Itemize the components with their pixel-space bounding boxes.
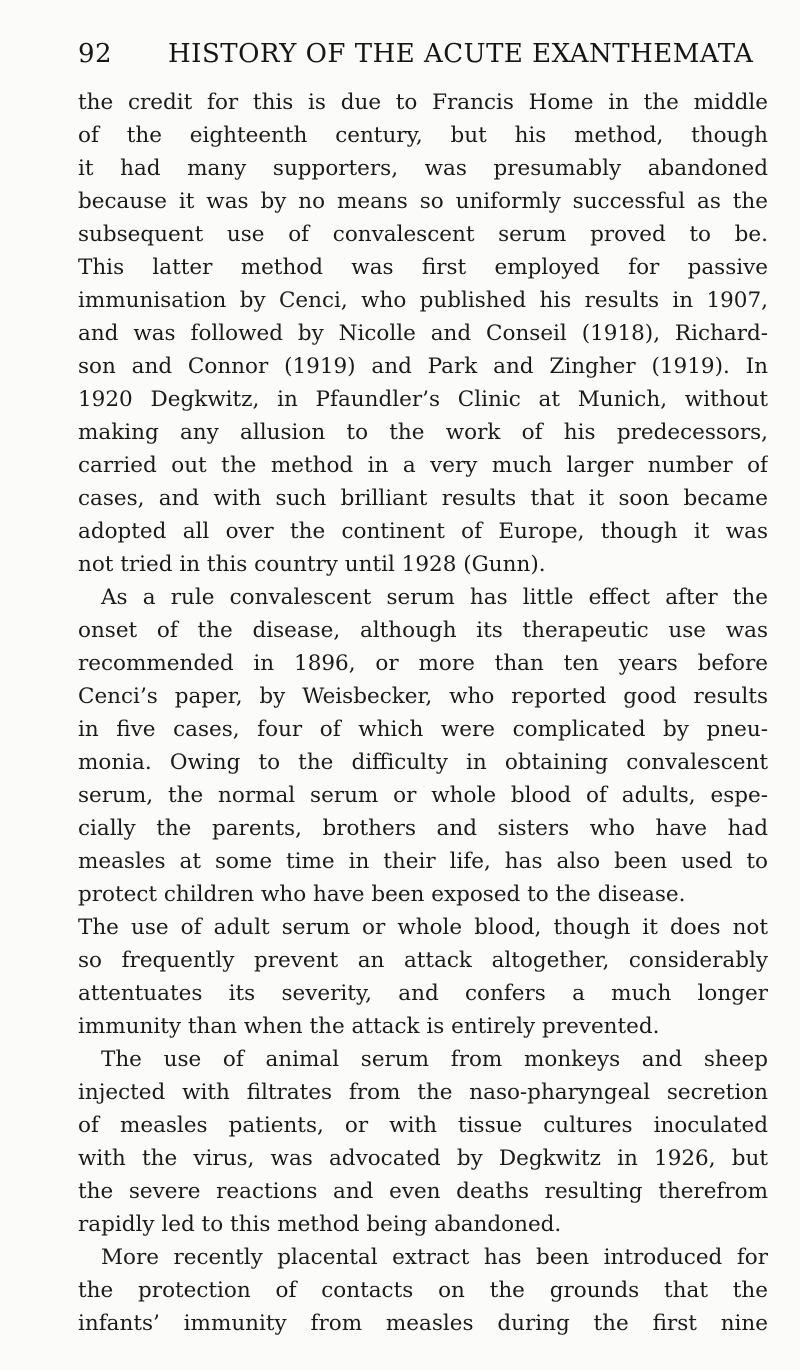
page-number: 92 xyxy=(78,39,113,69)
text-line: rapidly led to this method being abandoned. xyxy=(78,1212,562,1237)
text-line: The use of adult serum or whole blood, though it does not xyxy=(78,915,768,940)
text-line: the protection of contacts on the grounds that the xyxy=(78,1278,768,1303)
page-header xyxy=(78,34,766,74)
text-line: cases, and with such brilliant results that it soon became xyxy=(78,486,768,511)
text-line: adopted all over the continent of Europe, though it was xyxy=(78,519,768,544)
text-line: of the eighteenth century, but his method, though xyxy=(78,123,768,148)
text-line: protect children who have been exposed to the disease. xyxy=(78,882,686,907)
text-line: Cenci’s paper, by Weisbecker, who reported good results xyxy=(78,684,768,709)
text-line: son and Connor (1919) and Park and Zingher (1919). In xyxy=(78,354,768,379)
text-line: so frequently prevent an attack altogether, considerably xyxy=(78,948,768,973)
text-line: the credit for this is due to Francis Home in the middle xyxy=(78,90,768,115)
paragraph-start-line: As a rule convalescent serum has little effect after the xyxy=(101,585,768,610)
running-title: HISTORY OF THE ACUTE EXANTHEMATA xyxy=(168,39,754,69)
text-line: serum, the normal serum or whole blood of adults, espe- xyxy=(78,783,768,808)
text-line: 1920 Degkwitz, in Pfaundler’s Clinic at Munich, without xyxy=(78,387,768,412)
text-line: recommended in 1896, or more than ten years before xyxy=(78,651,768,676)
body-text xyxy=(78,86,768,1340)
text-line: infants’ immunity from measles during the first nine xyxy=(78,1311,768,1336)
text-line: the severe reactions and even deaths resulting therefrom xyxy=(78,1179,768,1204)
text-line: immunity than when the attack is entirely prevented. xyxy=(78,1014,660,1039)
text-line: making any allusion to the work of his predecessors, xyxy=(78,420,768,445)
text-line: This latter method was first employed for passive xyxy=(78,255,768,280)
text-line: not tried in this country until 1928 (Gunn). xyxy=(78,552,546,577)
text-line: it had many supporters, was presumably abandoned xyxy=(78,156,768,181)
text-line: subsequent use of convalescent serum proved to be. xyxy=(78,222,768,247)
text-line: immunisation by Cenci, who published his results in 1907, xyxy=(78,288,768,313)
text-line: cially the parents, brothers and sisters who have had xyxy=(78,816,768,841)
text-line: in five cases, four of which were complicated by pneu- xyxy=(78,717,768,742)
text-line: and was followed by Nicolle and Conseil (1918), Richard- xyxy=(78,321,768,346)
text-line: with the virus, was advocated by Degkwitz in 1926, but xyxy=(78,1146,768,1171)
text-line: carried out the method in a very much larger number of xyxy=(78,453,768,478)
text-line: monia. Owing to the difficulty in obtaining convalescent xyxy=(78,750,768,775)
text-line: attentuates its severity, and confers a much longer xyxy=(78,981,768,1006)
paragraph-start-line: More recently placental extract has been introduced for xyxy=(101,1245,768,1270)
text-line: because it was by no means so uniformly successful as the xyxy=(78,189,768,214)
paragraph-start-line: The use of animal serum from monkeys and sheep xyxy=(101,1047,768,1072)
text-line: onset of the disease, although its therapeutic use was xyxy=(78,618,768,643)
text-line: measles at some time in their life, has also been used to xyxy=(78,849,768,874)
text-line: of measles patients, or with tissue cultures inoculated xyxy=(78,1113,768,1138)
text-line: injected with filtrates from the naso-pharyngeal secretion xyxy=(78,1080,768,1105)
